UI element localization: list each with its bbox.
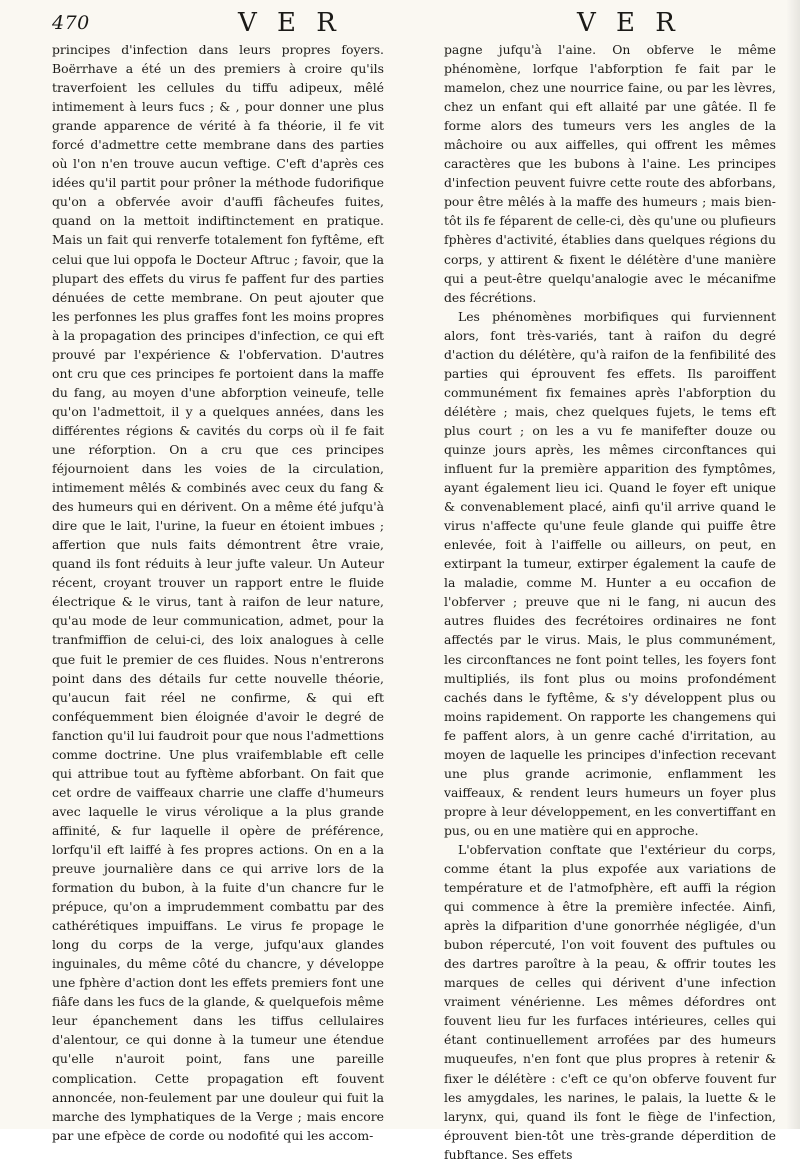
running-head <box>0 8 800 38</box>
running-head-left: V E R <box>238 8 342 38</box>
right-paragraph-3: L'obfervation conftate que l'extérieur du corps, comme étant la plus expofée aux variations de température et de l'atmofphère, eft auffi la région qui commence à être la première infectée. Ainfi, après la difparition d'une gonorrhée négligée, d'un bubon répercuté, l'on voit fouvent des puftules ou des dartres paroître à la peau, & offrir toutes les marques de celles qui dérivent d'une infection vraiment vénérienne. Les mêmes défordres ont fouvent lieu fur les furfaces intérieures, celles qui étant continuellement arrofées par des humeurs muqueufes, n'en font que plus propres à retenir & fixer le délétère : c'eft ce qu'on obferve fouvent fur les amygdales, les narines, le palais, la luette & le larynx, qui, quand ils font le fiège de l'infection, éprouvent bien-tôt une très-grande déperdition de fubftance. Ses effets <box>444 841 776 1162</box>
right-paragraph-2: Les phénomènes morbifiques qui furviennent alors, font très-variés, tant à raifon du degré d'action du délétère, qu'à raifon de la fenfibilité des parties qui éprouvent fes effets. Ils paroiffent communément fix femaines après l'abforption du délétère ; mais, chez quelques fujets, le tems eft plus court ; on les a vu fe manifefter douze ou quinze jours après, les mêmes circonftances qui influent fur la première apparition des fymptômes, ayant également lieu ici. Quand le foyer eft unique & convenablement placé, ainfi qu'il arrive quand le virus n'affecte qu'une feule glande qui puiffe être enlevée, foit à l'aiffelle ou ailleurs, on peut, en extirpant la tumeur, extirper également la caufe de la maladie, comme M. Hunter a eu occafion de l'obferver ; preuve que ni le fang, ni aucun des autres fluides des fecrétoires ordinaires ne font affectés par le virus. Mais, le plus communément, les circonftances ne font point telles, les foyers font multipliés, ils font plus ou moins profondément cachés dans le fyftême, & s'y développent plus ou moins rapidement. On rapporte les changemens qui fe paffent alors, à un genre caché d'irritation, au moyen de laquelle les principes d'infection recevant une plus grande acrimonie, enflamment les vaiffeaux, & rendent leurs humeurs un foyer plus propre à leur développement, en les convertiffant en pus, ou en une matière qui en approche. <box>444 308 776 838</box>
running-head-right: V E R <box>577 8 681 38</box>
right-paragraph-1: pagne jufqu'à l'aine. On obferve le même phénomène, lorfque l'abforption fe fait par le mamelon, chez une nourrice faine, ou par les lèvres, chez un enfant qui eft allaité par une gâtée. Il fe forme alors des tumeurs vers les angles de la mâchoire ou aux aiffelles, qui offrent les mêmes caractères que les bubons à l'aine. Les principes d'infection peuvent fuivre cette route des abforbans, pour être mêlés à la maffe des humeurs ; mais bien-tôt ils fe féparent de celle-ci, dès qu'une ou plufieurs fphères d'activité, établies dans quelques régions du corps, y attirent & fixent le délétère d'une manière qui a peut-être quelqu'analogie avec le mécanifme des fécrétions. <box>444 42 776 305</box>
left-text-column <box>52 40 385 1143</box>
right-text-column <box>444 40 776 1162</box>
page-edge-shadow <box>786 0 800 1129</box>
left-paragraph-1: principes d'infection dans leurs propres foyers. Boërrhave a été un des premiers à croire qu'ils traverfoient les cellules du tiffu adipeux, mêlé intimement à leurs fucs ; & , pour donner une plus grande apparence de vérité à fa théorie, il fe vit forcé d'admettre cette membrane dans des parties où l'on n'en trouve aucun veftige. C'eft d'après ces idées qu'il partit pour prôner la méthode fudorifique qu'on a obfervée avoir d'auffi fâcheufes fuites, quand on la mettoit indiftinctement en pratique. Mais un fait qui renverfe totalement fon fyftême, eft celui que lui oppofa le Docteur Aftruc ; favoir, que la plupart des effets du virus fe paffent fur des parties dénuées de cette membrane. On peut ajouter que les perfonnes les plus graffes font les moins propres à la propagation des principes d'infection, ce qui eft prouvé par l'expérience & l'obfervation. D'autres ont cru que ces principes fe portoient dans la maffe du fang, au moyen d'une abforption veineufe, telle qu'on l'admettoit, il y a quelques années, dans les différentes régions & cavités du corps où il fe fait une réforption. On a cru que ces principes féjournoient dans les voies de la circulation, intimement mêlés & combinés avec ceux du fang & des humeurs qui en dérivent. On a même été jufqu'à dire que le lait, l'urine, la fueur en étoient imbues ; affertion que nuls faits démontrent être vraie, quand ils font réduits à leur jufte valeur. Un Auteur récent, croyant trouver un rapport entre le fluide électrique & le virus, tant à raifon de leur nature, qu'au mode de leur communication, admet, pour la tranfmiffion de celui-ci, des loix analogues à celle que fuit le premier de ces fluides. Nous n'entrerons point dans des détails fur cette nouvelle théorie, qu'aucun fait réel ne confirme, & qui eft conféquemment bien éloignée d'avoir le degré de fanction qu'il lui faudroit pour que nous l'admettions comme doctrine. Une plus vraifemblable eft celle qui attribue tout au fyftème abforbant. On fait que cet ordre de vaiffeaux charrie une claffe d'humeurs avec laquelle le virus vérolique a la plus grande affinité, & fur laquelle il opère de préférence, lorfqu'il eft laiffé à fes propres actions. On en a la preuve journalière dans ce qui arrive lors de la formation du bubon, à la fuite d'un chancre fur le prépuce, qu'on a imprudemment combattu par des cathérétiques impuiffans. Le virus fe propage le long du corps de la verge, jufqu'aux glandes inguinales, du même côté du chancre, y développe une fphère d'action dont les effets premiers font une fiâfe dans les fucs de la glande, & quelquefois même leur épanchement dans les tiffus cellulaires d'alentour, ce qui donne à la tumeur une étendue qu'elle n'auroit point, fans une pareille complication. Cette propagation eft fouvent annoncée, non-feulement par une douleur qui fuit la marche des lymphatiques de la Verge ; mais encore par une efpèce de corde ou nodofité qui les accom- <box>52 42 385 1143</box>
page-number: 470 <box>52 12 90 34</box>
